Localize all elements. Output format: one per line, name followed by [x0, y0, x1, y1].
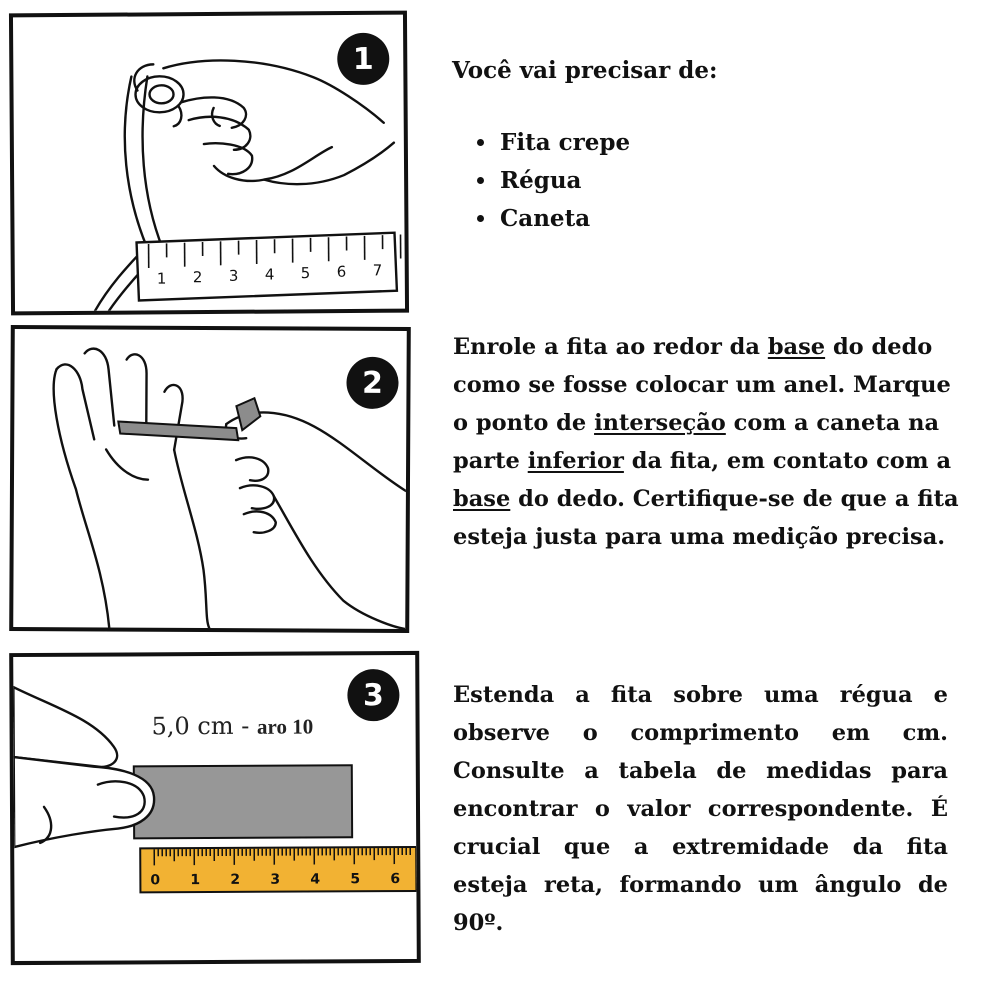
ruler-label: 3: [270, 871, 281, 888]
emphasis-base: base: [767, 334, 826, 360]
materials-list-item: • Fita crepe: [498, 124, 972, 162]
materials-heading: Você vai precisar de:: [452, 57, 718, 84]
ruler-illustration: [136, 233, 400, 301]
yellow-ruler-illustration: [140, 847, 416, 892]
materials-list-item: • Caneta: [498, 200, 972, 238]
materials-list-item: • Régua: [498, 162, 972, 200]
step-2-instructions: [453, 328, 973, 556]
ruler-label: 0: [150, 872, 161, 889]
step-number-badge: 2: [346, 357, 398, 409]
ruler-label: 5: [300, 264, 311, 283]
ruler-label: 1: [190, 872, 201, 889]
emphasis-intersection: interseção: [594, 410, 726, 436]
measurement-label: [151, 711, 313, 740]
instruction-text: Enrole a fita ao redor da: [453, 334, 768, 360]
instruction-text: do dedo como se fosse colocar um anel. Marque o ponto de: [453, 334, 951, 436]
materials-list: [452, 124, 972, 238]
ruler-label: 6: [336, 262, 347, 281]
ruler-label: 3: [228, 266, 239, 285]
ruler-label: 7: [372, 261, 383, 280]
emphasis-base: base: [453, 486, 511, 512]
step-2-panel: [9, 325, 411, 633]
ruler-label: 2: [230, 871, 241, 888]
step-3-panel: [9, 651, 421, 965]
emphasis-inferior: inferior: [527, 448, 624, 474]
materials-section: [452, 52, 972, 238]
ruler-label: 1: [156, 269, 167, 288]
measurement-separator: -: [241, 711, 250, 740]
instruction-text: da fita, em contato com a: [623, 448, 952, 474]
ruler-label: 5: [350, 871, 361, 888]
instruction-text: com a caneta na parte: [453, 410, 940, 474]
ruler-label: 6: [390, 871, 401, 888]
measurement-value: 5,0 cm: [151, 711, 234, 741]
ruler-label: 4: [310, 871, 321, 888]
ruler-label: 2: [192, 268, 203, 287]
step-1-panel: [9, 11, 409, 316]
step-number-badge: 3: [347, 669, 399, 721]
ruler-label: 4: [264, 265, 275, 284]
step-number-badge: 1: [337, 33, 389, 85]
instruction-text: do dedo. Certifique-se de que a fita esteja justa para uma medição precisa.: [453, 486, 959, 550]
step-3-instructions: Estenda a fita sobre uma régua e observe o comprimento em cm. Consulte a tabela de medidas para encontrar o valor correspondente. É crucial que a extremidade da fita esteja reta, formando um ângulo de 90º.: [453, 682, 948, 936]
ring-size-label: aro 10: [256, 714, 314, 739]
